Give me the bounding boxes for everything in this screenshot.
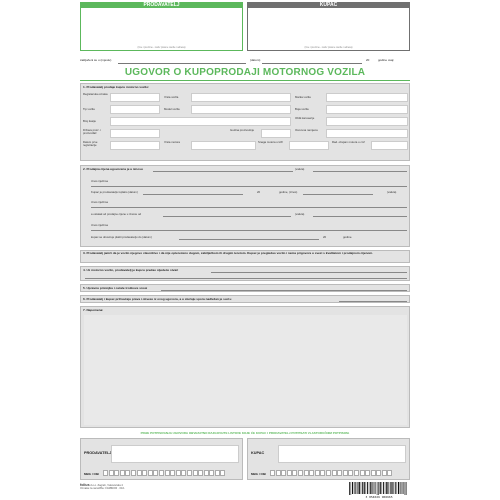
section1-heading: 1. Prodavatelj prodaje kupcu motorno vozilo: [83, 85, 150, 89]
label-engine: Vrsta motora [164, 140, 180, 144]
field-color[interactable] [326, 105, 408, 114]
buyer-signature-label: KUPAC [251, 451, 265, 455]
section-warranty [80, 250, 410, 263]
signature-notice: PRIJE POTPISIVANJA UGOVORA OBVEZATNO RAZGOVIJTE LISTOVE KOJE ĆE KUPAC I PRODAVATELJ POTPISATI VLASTORUČNIM POTPISOM. [140, 431, 350, 435]
label-model: Model vozila [164, 107, 180, 111]
seller-id-boxes[interactable] [103, 470, 226, 476]
contract-sheet [78, 0, 414, 500]
field-vin[interactable] [110, 117, 291, 126]
rest-label: a ostatak od prodajne cijene u iznosu od [91, 212, 142, 216]
seller-signature-label: PRODAVATELJ [84, 451, 112, 455]
field-power[interactable] [289, 141, 329, 150]
label-color: Boja vozila [295, 107, 309, 111]
publisher-address: d.o.o. Zagreb, Vukovarska 4 [90, 484, 123, 487]
seller-signature-block [80, 438, 243, 480]
label-purpose: Osnovna namjena [295, 128, 318, 132]
label-model-type: Tip vozila [83, 107, 95, 111]
date-field[interactable] [262, 63, 362, 64]
publisher-order-code: Oznaka za narudžbu: FA38NOR · 01/1 [80, 487, 125, 490]
barcode-icon [348, 482, 410, 496]
field-country[interactable] [110, 129, 160, 138]
field-engine[interactable] [191, 141, 256, 150]
notes-field[interactable] [84, 315, 407, 425]
buyer-header: KUPAC [247, 2, 410, 8]
publisher-footer [80, 484, 125, 490]
field-displacement[interactable] [371, 141, 408, 150]
price-words-label: iznos riječima [91, 179, 108, 183]
label-power: Snaga motora u kW [258, 140, 283, 144]
paid-year: 20 [257, 190, 261, 194]
section5-text: 5. Upravnu pristojbu i ostale troškove snosi [83, 286, 148, 290]
section-notes [80, 306, 410, 428]
obligation-year: 20 [323, 235, 327, 239]
concluded-year-suffix: godine ovaj: [378, 58, 395, 62]
concluded-line [80, 58, 410, 64]
field-vehicle-type[interactable] [191, 93, 291, 102]
label-make: Marka vozila [295, 95, 311, 99]
field-first-reg[interactable] [110, 141, 160, 150]
paid-label: Kupac je prodavatelju isplatio (datum) [91, 190, 138, 194]
concluded-place-label: zaključeni su u (mjestu) [80, 58, 112, 62]
paid-currency: (valuta) [387, 190, 397, 194]
label-reg: Registarska oznaka [83, 92, 108, 96]
section4-text: 4. Uz motorno vozilo, prodavatelj je kupcu predao sljedeće stvari [83, 268, 179, 272]
obligation-suffix: godine. [343, 235, 353, 239]
label-body: Oblik karoserije [295, 116, 315, 120]
seller-id-label: MBG / OIB [84, 472, 99, 476]
section6-text: 6. Prodavatelj i kupac prihvaćaju prava i obveze iz ovog ugovora, a u slučaju spora nadležan je sud u [83, 297, 232, 301]
field-model-type[interactable] [110, 105, 160, 114]
label-year: Godina proizvodnje [230, 128, 255, 132]
section-court [80, 295, 410, 303]
obligation-label: kupac se obvezuje platiti prodavatelju do (datum) [91, 235, 152, 239]
rest-currency: (valuta) [295, 212, 305, 216]
paid-words-label: iznos riječima [91, 200, 108, 204]
buyer-signature-block [247, 438, 410, 480]
section-vehicle [80, 83, 410, 161]
label-vehicle-type: Vrsta vozila [164, 95, 179, 99]
field-purpose[interactable] [326, 129, 408, 138]
concluded-date-label: (datum) [250, 58, 261, 62]
seller-field[interactable] [80, 8, 243, 51]
section-price [80, 165, 410, 247]
section-items [80, 266, 410, 281]
field-make[interactable] [326, 93, 408, 102]
label-country: Država proiz. i proizvođač [83, 128, 101, 136]
publisher-logo: folius [80, 483, 90, 487]
rest-words-label: iznos riječima [91, 223, 108, 227]
buyer-id-boxes[interactable] [270, 470, 393, 476]
field-reg[interactable] [110, 93, 160, 102]
section7-text: 7. Napomena: [83, 308, 104, 312]
concluded-year-prefix: 20 [366, 58, 370, 62]
section3-text: 3. Prodavatelj jamči da je vozilo njegovo vlasništvo i da nije opterećeno dugom, zabiljažbom ili drugim teretom. Kupac je pregledao vozilo i nema prigovora u svezi s kvalitetom i prodajnom cijenom. [83, 251, 374, 255]
buyer-id-label: MBG / OIB [251, 472, 266, 476]
price-currency: (valuta) [295, 167, 305, 171]
label-vin: Broj šasije [83, 119, 96, 123]
buyer-signature-field[interactable] [278, 445, 406, 463]
field-body[interactable] [326, 117, 408, 126]
field-model[interactable] [191, 105, 291, 114]
field-year[interactable] [261, 129, 291, 138]
buyer-field[interactable] [247, 8, 410, 51]
page-title: UGOVOR O KUPOPRODAJI MOTORNOG VOZILA [124, 67, 366, 78]
label-first-reg: Datum prve registracije [83, 140, 98, 148]
label-displacement: Rad. obujam motora u cm³ [332, 140, 366, 144]
place-field[interactable] [118, 63, 246, 64]
section2-heading: 2. Prodajna cijena ugovorena je u iznosu [83, 167, 143, 171]
barcode-number: 3 854026 906665 [365, 495, 393, 499]
buyer-hint: (Ime i prezime - naziv pravne osobe i adresa) [304, 46, 353, 49]
title-divider [80, 80, 410, 81]
paid-amount-label: godine, (iznos) [279, 190, 298, 194]
seller-hint: (Ime i prezime - naziv pravne osobe i adresa) [137, 46, 186, 49]
section-costs [80, 284, 410, 292]
seller-header: PRODAVATELJ [80, 2, 243, 8]
seller-signature-field[interactable] [111, 445, 239, 463]
